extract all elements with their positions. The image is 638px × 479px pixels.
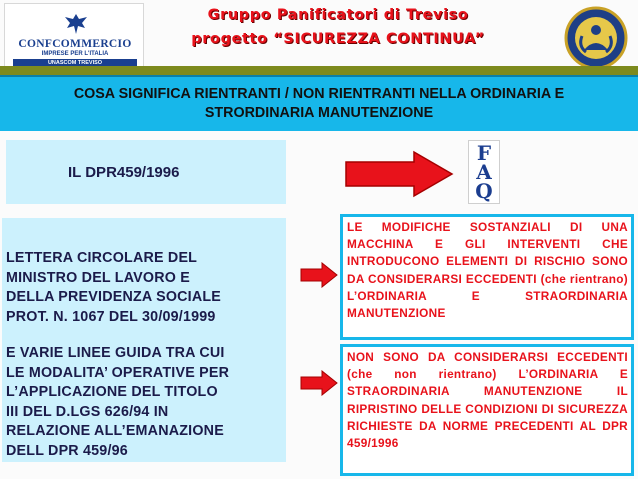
title-line-1: Gruppo Panificatori di Treviso <box>207 7 469 23</box>
guidelines-text <box>6 344 282 461</box>
right-arrow-icon <box>300 262 338 288</box>
text-line: MINISTRO DEL LAVORO E <box>6 269 190 286</box>
text-line: PROT. N. 1067 DEL 30/09/1999 <box>6 308 216 325</box>
excluded-maintenance-box <box>340 344 634 476</box>
slide-title <box>150 3 526 59</box>
logo-subtitle-text: IMPRESE PER L'ITALIA <box>41 51 109 57</box>
banner-line-1: COSA SIGNIFICA RIENTRANTI / NON RIENTRANTI NELLA ORDINARIA E <box>73 86 565 102</box>
eagle-icon <box>63 12 89 36</box>
text-line: DELL DPR 459/96 <box>6 442 128 459</box>
faq-letter-a: A <box>476 160 492 184</box>
circular-letter-text <box>6 249 282 327</box>
banner-line-2: STRORDINARIA MANUTENZIONE <box>204 105 434 121</box>
text-line: E VARIE LINEE GUIDA TRA CUI <box>6 345 225 361</box>
text-line: L’APPLICAZIONE DEL TITOLO <box>6 384 218 400</box>
included-maintenance-text: LE MODIFICHE SOSTANZIALI DI UNA MACCHINA E GLI INTERVENTI CHE INTRODUCONO ELEMENTI DI RISCHIO SONO DA CONSIDERARSI ECCEDENTI (che rientrano) L’ORDINARIA E STRAORDINARIA MANUTENZIONE <box>347 220 628 321</box>
dpr-box <box>6 140 286 204</box>
topic-banner <box>0 75 638 131</box>
title-line-2: progetto “SICUREZZA CONTINUA” <box>191 31 485 47</box>
right-arrow-icon <box>300 370 338 396</box>
faq-letter-f: F <box>476 141 492 165</box>
text-line: DELLA PREVIDENZA SOCIALE <box>6 289 222 305</box>
text-line: III DEL D.LGS 626/94 IN <box>6 403 169 420</box>
faq-icon <box>468 140 500 204</box>
text-line: LE MODALITA’ OPERATIVE PER <box>6 364 230 381</box>
header-divider <box>0 66 638 75</box>
logo-bar-text: UNASCOM TREVISO <box>13 59 137 68</box>
dpr-label: IL DPR459/1996 <box>68 164 180 181</box>
big-right-arrow-icon <box>344 150 454 198</box>
text-line: RELAZIONE ALL’EMANAZIONE <box>6 423 224 439</box>
left-info-panel <box>2 218 286 462</box>
included-maintenance-box <box>340 214 634 340</box>
logo-brand-text: CONFCOMMERCIO <box>18 38 132 50</box>
bakers-seal-logo <box>564 6 628 70</box>
text-line: LETTERA CIRCOLARE DEL <box>6 250 198 266</box>
excluded-maintenance-text: NON SONO DA CONSIDERARSI ECCEDENTI (che non rientrano) L’ORDINARIA E STRAORDINARIA MANUTENZIONE IL RIPRISTINO DELLE CONDIZIONI DI SICUREZZA RICHIESTE DA NORME PRECEDENTI AL DPR 459/1996 <box>347 350 628 451</box>
faq-letter-q: Q <box>475 179 493 203</box>
confcommercio-logo <box>4 3 144 69</box>
